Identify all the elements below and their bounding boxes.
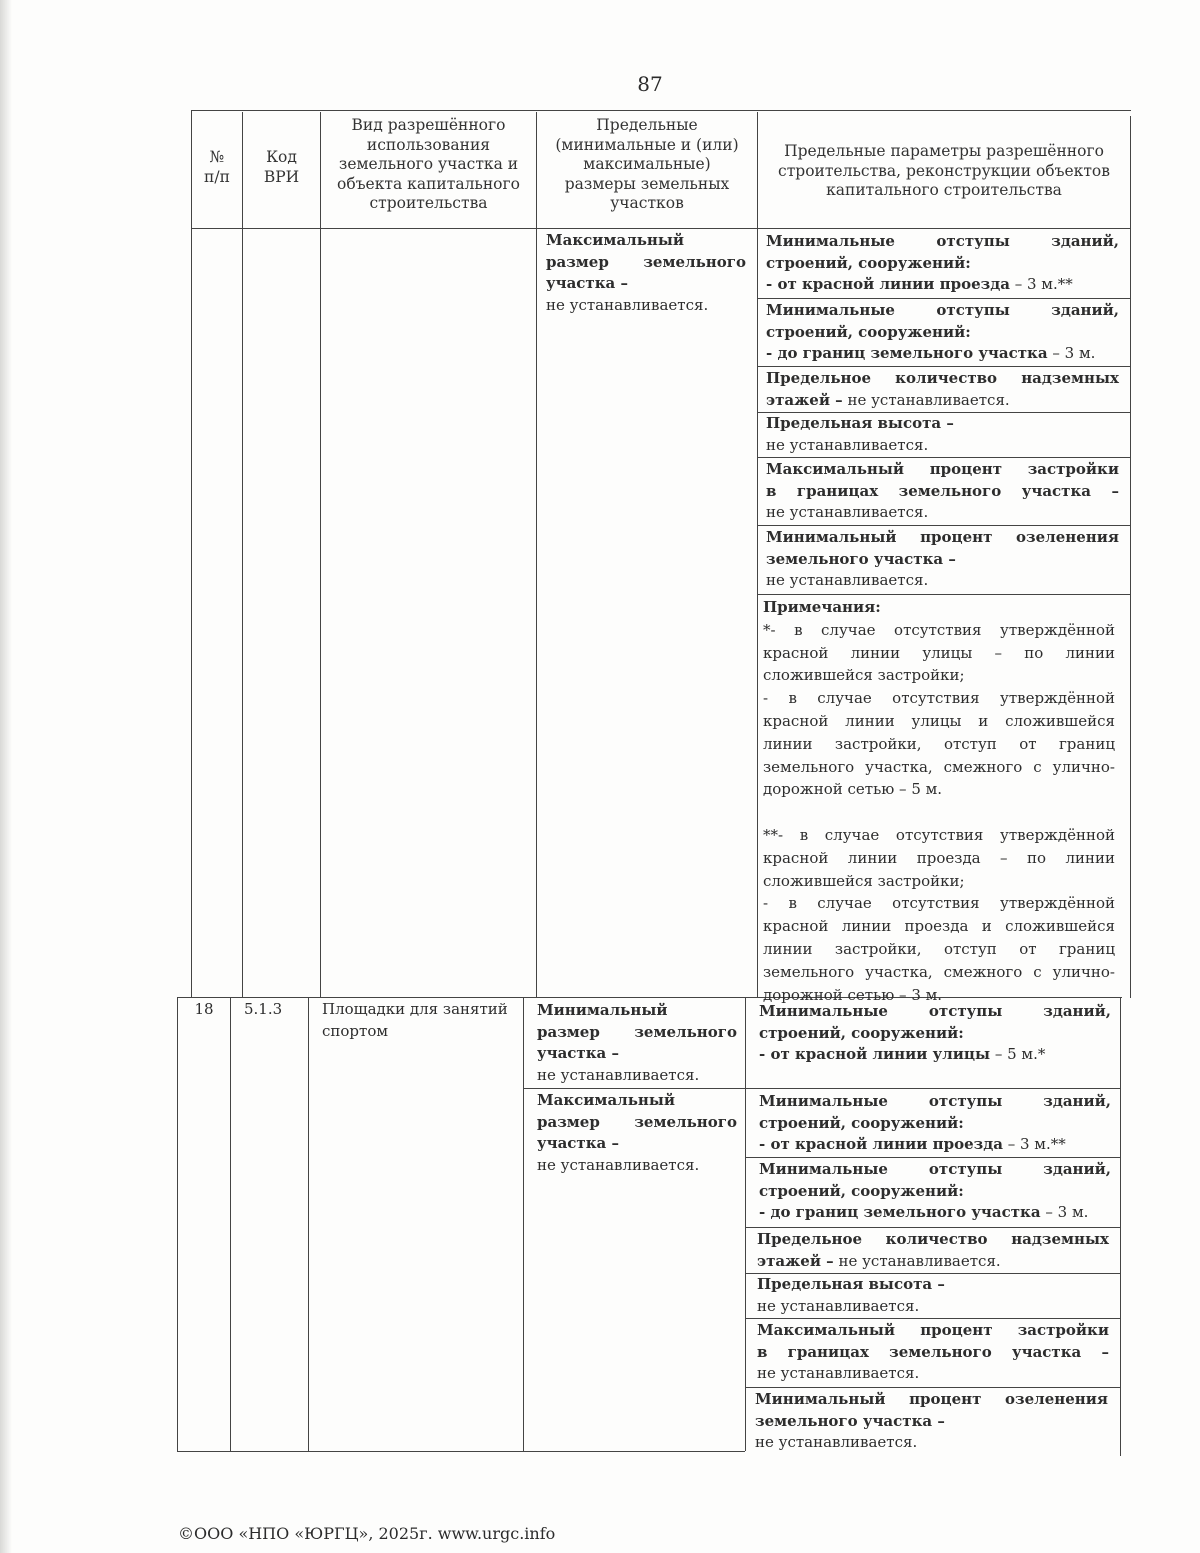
note-line: - в случае отсутствия утверждённой bbox=[763, 894, 1115, 913]
param-floors bbox=[766, 368, 1119, 411]
param-title: - от красной линии улицы bbox=[759, 1045, 991, 1063]
size-label: участка – bbox=[537, 1044, 620, 1062]
param-title: - до границ земельного участка bbox=[766, 344, 1048, 362]
header-plot-size: Предельные (минимальные и (или) максимальные) размеры земельных участков bbox=[555, 116, 739, 212]
row18-number: 18 bbox=[194, 1000, 214, 1018]
param-divider bbox=[745, 1157, 1120, 1158]
divider-col2-upper bbox=[320, 112, 321, 998]
param-value: – 3 м.** bbox=[1014, 275, 1073, 293]
param-divider bbox=[757, 298, 1130, 299]
size-label: земельного bbox=[643, 252, 746, 271]
param-offset-driveway bbox=[766, 231, 1119, 296]
param-title: Максимальный процент застройки bbox=[766, 460, 1119, 478]
header-use-type: Вид разрешённого использования земельного участка и объекта капитального строительства bbox=[337, 116, 520, 212]
notes bbox=[763, 596, 1115, 1006]
param-value: не устанавливается. bbox=[755, 1433, 918, 1451]
size-label: Максимальный bbox=[546, 231, 685, 249]
row18-param-offset-boundary bbox=[759, 1159, 1111, 1224]
divider-col4-lower bbox=[745, 997, 746, 1451]
note-line: земельного участка, смежного с улично- bbox=[763, 757, 1115, 776]
param-divider bbox=[745, 1387, 1120, 1388]
note-line: дорожной сетью – 5 м. bbox=[763, 780, 943, 799]
size-label: Максимальный bbox=[537, 1091, 676, 1109]
param-divider bbox=[745, 1318, 1120, 1319]
note-line: дорожной сетью – 3 м. bbox=[763, 985, 943, 1004]
param-height bbox=[766, 413, 1119, 456]
param-title: строений, сооружений: bbox=[766, 253, 971, 272]
header-top-border bbox=[191, 110, 1131, 111]
param-title: в границах земельного участка – bbox=[757, 1342, 1109, 1361]
param-title: Предельное количество надземных bbox=[757, 1230, 1109, 1248]
param-title: Минимальный процент озеленения bbox=[755, 1390, 1108, 1408]
size-label: Минимальный bbox=[537, 1001, 668, 1019]
row18-min-plot-size bbox=[537, 1000, 737, 1086]
size-label: земельного bbox=[634, 1112, 737, 1131]
border-right-lower bbox=[1120, 997, 1121, 1456]
param-title: Минимальные отступы зданий, bbox=[766, 301, 1119, 319]
param-offset-boundary bbox=[766, 300, 1119, 365]
use-type-line: Площадки для занятий bbox=[322, 1000, 508, 1018]
param-title: Минимальные отступы зданий, bbox=[766, 232, 1119, 250]
note-line: *- в случае отсутствия утверждённой bbox=[763, 620, 1115, 639]
size-label: участка – bbox=[546, 274, 629, 292]
row18-param-build-coverage bbox=[757, 1320, 1109, 1385]
param-title: Минимальные отступы зданий, bbox=[759, 1092, 1111, 1110]
note-line: линии застройки, отступ от границ bbox=[763, 734, 1115, 753]
size-label: размер bbox=[537, 1022, 600, 1041]
param-value: не устанавливается. bbox=[766, 435, 929, 454]
param-title: Минимальные отступы зданий, bbox=[759, 1002, 1111, 1020]
param-divider bbox=[757, 525, 1130, 526]
note-line: сложившейся застройки; bbox=[763, 871, 965, 890]
footer-copyright: ©ООО «НПО «ЮРГЦ», 2025г. www.urgc.info bbox=[178, 1524, 556, 1543]
note-line: красной линии проезда – по линии bbox=[763, 848, 1115, 867]
size-and-param-divider bbox=[523, 1088, 1120, 1089]
header-bottom-border bbox=[191, 228, 1131, 229]
param-title: Минимальный процент озеленения bbox=[766, 528, 1119, 546]
scan-edge-shadow bbox=[0, 0, 12, 1553]
param-divider bbox=[757, 366, 1130, 367]
param-title: строений, сооружений: bbox=[759, 1181, 964, 1200]
divider-col1-upper bbox=[242, 112, 243, 998]
note-line: земельного участка, смежного с улично- bbox=[763, 962, 1115, 981]
border-right-upper bbox=[1130, 116, 1131, 998]
param-divider bbox=[745, 1227, 1120, 1228]
param-title: Предельная высота – bbox=[757, 1275, 945, 1293]
divider-col3-lower bbox=[523, 997, 524, 1451]
param-value: не устанавливается. bbox=[757, 1364, 920, 1382]
param-title: Предельное количество надземных bbox=[766, 369, 1119, 387]
param-title: Минимальные отступы зданий, bbox=[759, 1160, 1111, 1178]
row18-max-plot-size bbox=[537, 1090, 737, 1176]
row18-param-offset-street bbox=[759, 1001, 1111, 1066]
param-value: – 3 м.** bbox=[1007, 1135, 1066, 1153]
param-build-coverage bbox=[766, 459, 1119, 524]
size-label-line bbox=[537, 1112, 737, 1134]
param-title: в границах земельного участка – bbox=[766, 481, 1119, 500]
size-value: не устанавливается. bbox=[546, 295, 709, 314]
page-number: 87 bbox=[637, 72, 663, 96]
size-value: не устанавливается. bbox=[537, 1065, 700, 1084]
note-line: красной линии улицы и сложившейся bbox=[763, 711, 1115, 730]
size-label: участка – bbox=[537, 1134, 620, 1152]
param-title: строений, сооружений: bbox=[766, 322, 971, 341]
size-label: размер bbox=[537, 1112, 600, 1131]
border-left-upper bbox=[191, 110, 192, 998]
param-value: – 5 м.* bbox=[994, 1045, 1046, 1063]
divider-col4-upper bbox=[757, 112, 758, 998]
row18-param-height bbox=[757, 1274, 1109, 1317]
param-value: не устанавливается. bbox=[766, 571, 929, 589]
use-type-line: спортом bbox=[322, 1021, 389, 1040]
note-line: красной линии улицы – по линии bbox=[763, 643, 1115, 662]
param-value: не устанавливается. bbox=[847, 390, 1010, 409]
param-divider bbox=[757, 594, 1130, 595]
divider-col1-lower bbox=[230, 997, 231, 1451]
param-title: - от красной линии проезда bbox=[766, 275, 1010, 293]
param-value: не устанавливается. bbox=[766, 503, 929, 521]
param-title: строений, сооружений: bbox=[759, 1023, 964, 1042]
note-line: линии застройки, отступ от границ bbox=[763, 939, 1115, 958]
param-title: этажей – bbox=[757, 1251, 834, 1270]
table-bottom-border bbox=[177, 1451, 745, 1452]
param-title: - от красной линии проезда bbox=[759, 1135, 1003, 1153]
param-value: – 3 м. bbox=[1045, 1203, 1089, 1221]
row18-param-floors bbox=[757, 1229, 1109, 1272]
size-label: земельного bbox=[634, 1022, 737, 1041]
row18-code: 5.1.3 bbox=[244, 1000, 283, 1018]
notes-title: Примечания: bbox=[763, 598, 881, 616]
row18-param-greening bbox=[755, 1389, 1108, 1454]
size-value: не устанавливается. bbox=[537, 1155, 700, 1174]
note-spacer bbox=[763, 801, 1115, 824]
divider-col3-upper bbox=[536, 112, 537, 998]
param-divider bbox=[757, 457, 1130, 458]
row18-use-type bbox=[322, 999, 522, 1042]
param-value: – 3 м. bbox=[1052, 344, 1096, 362]
param-title: земельного участка – bbox=[766, 549, 956, 568]
param-value: не устанавливается. bbox=[838, 1251, 1001, 1270]
size-label-line bbox=[537, 1022, 737, 1044]
param-title: Предельная высота – bbox=[766, 414, 954, 432]
size-label: размер bbox=[546, 252, 609, 271]
row18-param-offset-driveway bbox=[759, 1091, 1111, 1156]
size-label-line bbox=[546, 252, 746, 274]
max-plot-size bbox=[546, 230, 746, 316]
param-title: Максимальный процент застройки bbox=[757, 1321, 1109, 1339]
note-line: - в случае отсутствия утверждённой bbox=[763, 689, 1115, 708]
param-title: земельного участка – bbox=[755, 1411, 945, 1430]
param-title: - до границ земельного участка bbox=[759, 1203, 1041, 1221]
header-number: № п/п bbox=[204, 148, 230, 186]
param-value: не устанавливается. bbox=[757, 1296, 920, 1315]
param-greening bbox=[766, 527, 1119, 592]
param-title: строений, сооружений: bbox=[759, 1113, 964, 1132]
divider-col2-lower bbox=[308, 997, 309, 1451]
note-line: **- в случае отсутствия утверждённой bbox=[763, 825, 1115, 844]
border-left-lower bbox=[177, 997, 178, 1451]
param-title: этажей – bbox=[766, 390, 843, 409]
note-line: сложившейся застройки; bbox=[763, 666, 965, 685]
note-line: красной линии проезда и сложившейся bbox=[763, 917, 1115, 936]
header-code: Код ВРИ bbox=[263, 148, 300, 186]
header-parameters: Предельные параметры разрешённого строительства, реконструкции объектов капитального строительства bbox=[778, 142, 1110, 199]
